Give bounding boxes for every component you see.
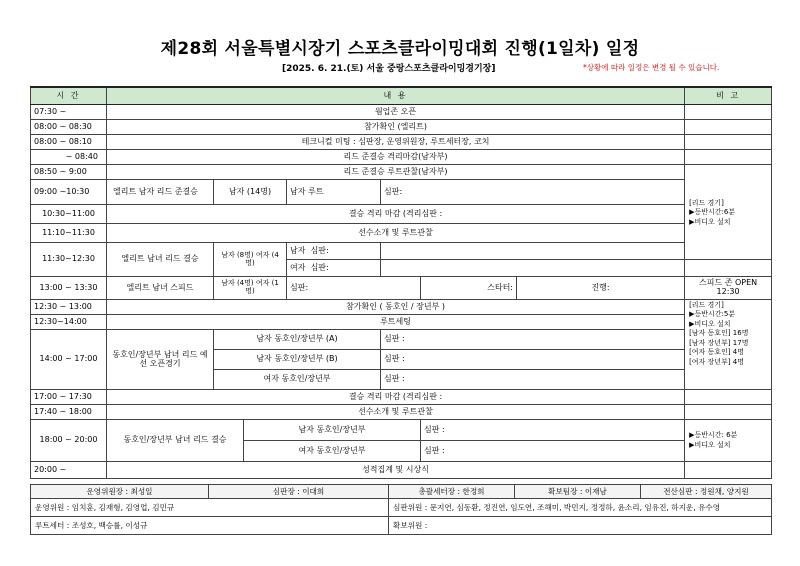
row-time: 18:00 ~ 20:00 [31, 420, 107, 462]
table-row [31, 205, 772, 224]
row-content: 참가확인 (엘리트) [107, 120, 685, 135]
row-time: 08:00 ~ 08:30 [31, 120, 107, 135]
header-content: 내 용 [107, 87, 685, 105]
row-note [685, 405, 772, 420]
page-title: 제28회 서울특별시장기 스포츠클라이밍대회 진행(1일차) 일정 [160, 39, 640, 59]
table-header [31, 87, 772, 105]
row-time: 11:10~11:30 [31, 224, 107, 243]
group-b-label: 남자 동호인/장년부 (B) [214, 350, 381, 370]
row-content: 리드 준결승 루트관찰(남자부) [107, 165, 685, 180]
staff-table [30, 484, 772, 535]
header-time: 시 간 [31, 87, 107, 105]
schedule-change-notice: *상황에 따라 일정은 변경 될 수 있습니다. [583, 63, 720, 72]
event-label: 엘리트 남녀 스피드 [107, 277, 214, 300]
header-note: 비 고 [685, 87, 772, 105]
schedule-table [30, 86, 772, 479]
male-label: 남자 심판: [287, 243, 381, 260]
row-time: 11:30~12:30 [31, 243, 107, 277]
row-content: 웜업존 오픈 [107, 105, 685, 120]
staff-chair: 운영위원장 : 최성일 [31, 485, 209, 499]
row-content: 루트세팅 [107, 315, 685, 330]
row-time: 10:30~11:00 [31, 205, 107, 224]
group-f-label: 여자 동호인/장년부 [214, 370, 381, 390]
table-row [31, 243, 772, 260]
staff-setters: 루트세터 : 조성호, 백승률, 이성규 [31, 517, 389, 535]
row-time: 09:00 ~10:30 [31, 180, 107, 205]
row-note [685, 120, 772, 135]
row-note [685, 135, 772, 150]
row-time: 07:30 ~ [31, 105, 107, 120]
table-row [31, 390, 772, 405]
female-label: 여자 동호인/장년부 [244, 441, 421, 462]
row-content: 성적집계 및 시상식 [107, 462, 685, 479]
route-label: 남자 루트 [287, 180, 381, 205]
judge-field-a: 심판 : [381, 330, 685, 350]
event-label: 엘리트 남녀 리드 결승 [107, 243, 214, 277]
staff-belay-lead: 확보팀장 : 이재남 [515, 485, 641, 499]
judge-field-f: 심판 : [381, 370, 685, 390]
row-time: 12:30 ~ 13:00 [31, 300, 107, 315]
row-time: 17:00 ~ 17:30 [31, 390, 107, 405]
staff-row [31, 517, 772, 535]
judge-field-female [381, 260, 685, 277]
row-note [685, 105, 772, 120]
judge-field: 심판: [381, 180, 685, 205]
staff-belayers: 확보위원 : [389, 517, 772, 535]
group-label: 남자 (8명) 여자 (4명) [214, 243, 287, 277]
event-label: 엘리트 남자 리드 준결승 [107, 180, 214, 205]
table-row [31, 420, 772, 441]
staff-committee: 운영위원 : 임치훈, 김재형, 김영업, 김민규 [31, 499, 389, 517]
row-time: 13:00 ~ 13:30 [31, 277, 107, 300]
lead-note-pm: [리드 경기] ▶등반시간:5분 ▶비디오 설치 [남자 동호인] 16명 [남자 장년부] 17명 [여자 동호인] 4명 [여자 장년부] 4명 [685, 300, 772, 390]
row-content: 결승 격리 마감 (격리심판 : [107, 205, 685, 224]
table-row [31, 150, 772, 165]
speed-zone-note: 스피드 존 OPEN 12:30 [685, 277, 772, 300]
row-time: 20:00 ~ [31, 462, 107, 479]
row-content: 결승 격리 마감 (격리심판 : [107, 390, 685, 405]
table-row [31, 315, 772, 330]
row-time: 08:50 ~ 9:00 [31, 165, 107, 180]
row-time: 17:40 ~ 18:00 [31, 405, 107, 420]
table-row [31, 120, 772, 135]
male-label: 남자 동호인/장년부 [244, 420, 421, 441]
lead-note-am: [리드 경기] ▶등반시간:6분 ▶비디오 설치 [685, 165, 772, 260]
group-a-label: 남자 동호인/장년부 (A) [214, 330, 381, 350]
staff-row [31, 485, 772, 499]
staff-head-judge: 심판장 : 이대희 [209, 485, 389, 499]
starter-field: 스타터: [421, 277, 517, 300]
table-row [31, 165, 772, 180]
row-time: ~ 08:40 [31, 150, 107, 165]
staff-head-setter: 총괄세터장 : 한정희 [389, 485, 515, 499]
judge-field-female: 심판 : [421, 441, 685, 462]
event-label: 동호인/장년부 남녀 리드 예선 오픈경기 [107, 330, 214, 390]
table-row [31, 224, 772, 243]
table-row [31, 462, 772, 479]
staff-judges: 심판위원 : 문지연, 심동환, 정진연, 임도연, 조해미, 박민지, 정정하, 윤소리, 임유진, 하지운, 유수영 [389, 499, 772, 517]
final-note-pm: ▶등반시간: 6분 ▶비디오 설치 [685, 420, 772, 462]
row-time: 08:00 ~ 08:10 [31, 135, 107, 150]
row-note [685, 462, 772, 479]
judge-field-male [381, 243, 685, 260]
staff-it-judge: 전산심판 : 정원채, 양지원 [641, 485, 772, 499]
group-label: 남자 (4명) 여자 (1명) [214, 277, 287, 300]
female-label: 여자 심판: [287, 260, 381, 277]
row-time: 14:00 ~ 17:00 [31, 330, 107, 390]
table-row [31, 277, 772, 300]
row-time: 12:30~14:00 [31, 315, 107, 330]
table-row [31, 135, 772, 150]
judge-field-b: 심판 : [381, 350, 685, 370]
row-content: 선수소개 및 루트관찰 [107, 224, 685, 243]
row-content: 리드 준결승 격리마감(남자부) [107, 150, 685, 165]
event-date-venue: [2025. 6. 21.(토) 서울 중랑스포츠클라이밍경기장] [282, 64, 496, 74]
row-content: 선수소개 및 루트관찰 [107, 405, 685, 420]
row-note [685, 150, 772, 165]
table-row [31, 105, 772, 120]
row-note [685, 390, 772, 405]
row-note [685, 260, 772, 277]
table-row [31, 330, 772, 350]
row-content: 테크니컬 미팅 : 심판장, 운영위원장, 루트세터장, 코치 [107, 135, 685, 150]
table-row [31, 405, 772, 420]
table-row [31, 180, 772, 205]
event-label: 동호인/장년부 남녀 리드 결승 [107, 420, 244, 462]
judge-field-male: 심판 : [421, 420, 685, 441]
group-label: 남자 (14명) [214, 180, 287, 205]
progress-field: 진행: [517, 277, 685, 300]
row-content: 참가확인 ( 동호인 / 장년부 ) [107, 300, 685, 315]
staff-row [31, 499, 772, 517]
judge-field: 심판: [287, 277, 421, 300]
table-row [31, 300, 772, 315]
